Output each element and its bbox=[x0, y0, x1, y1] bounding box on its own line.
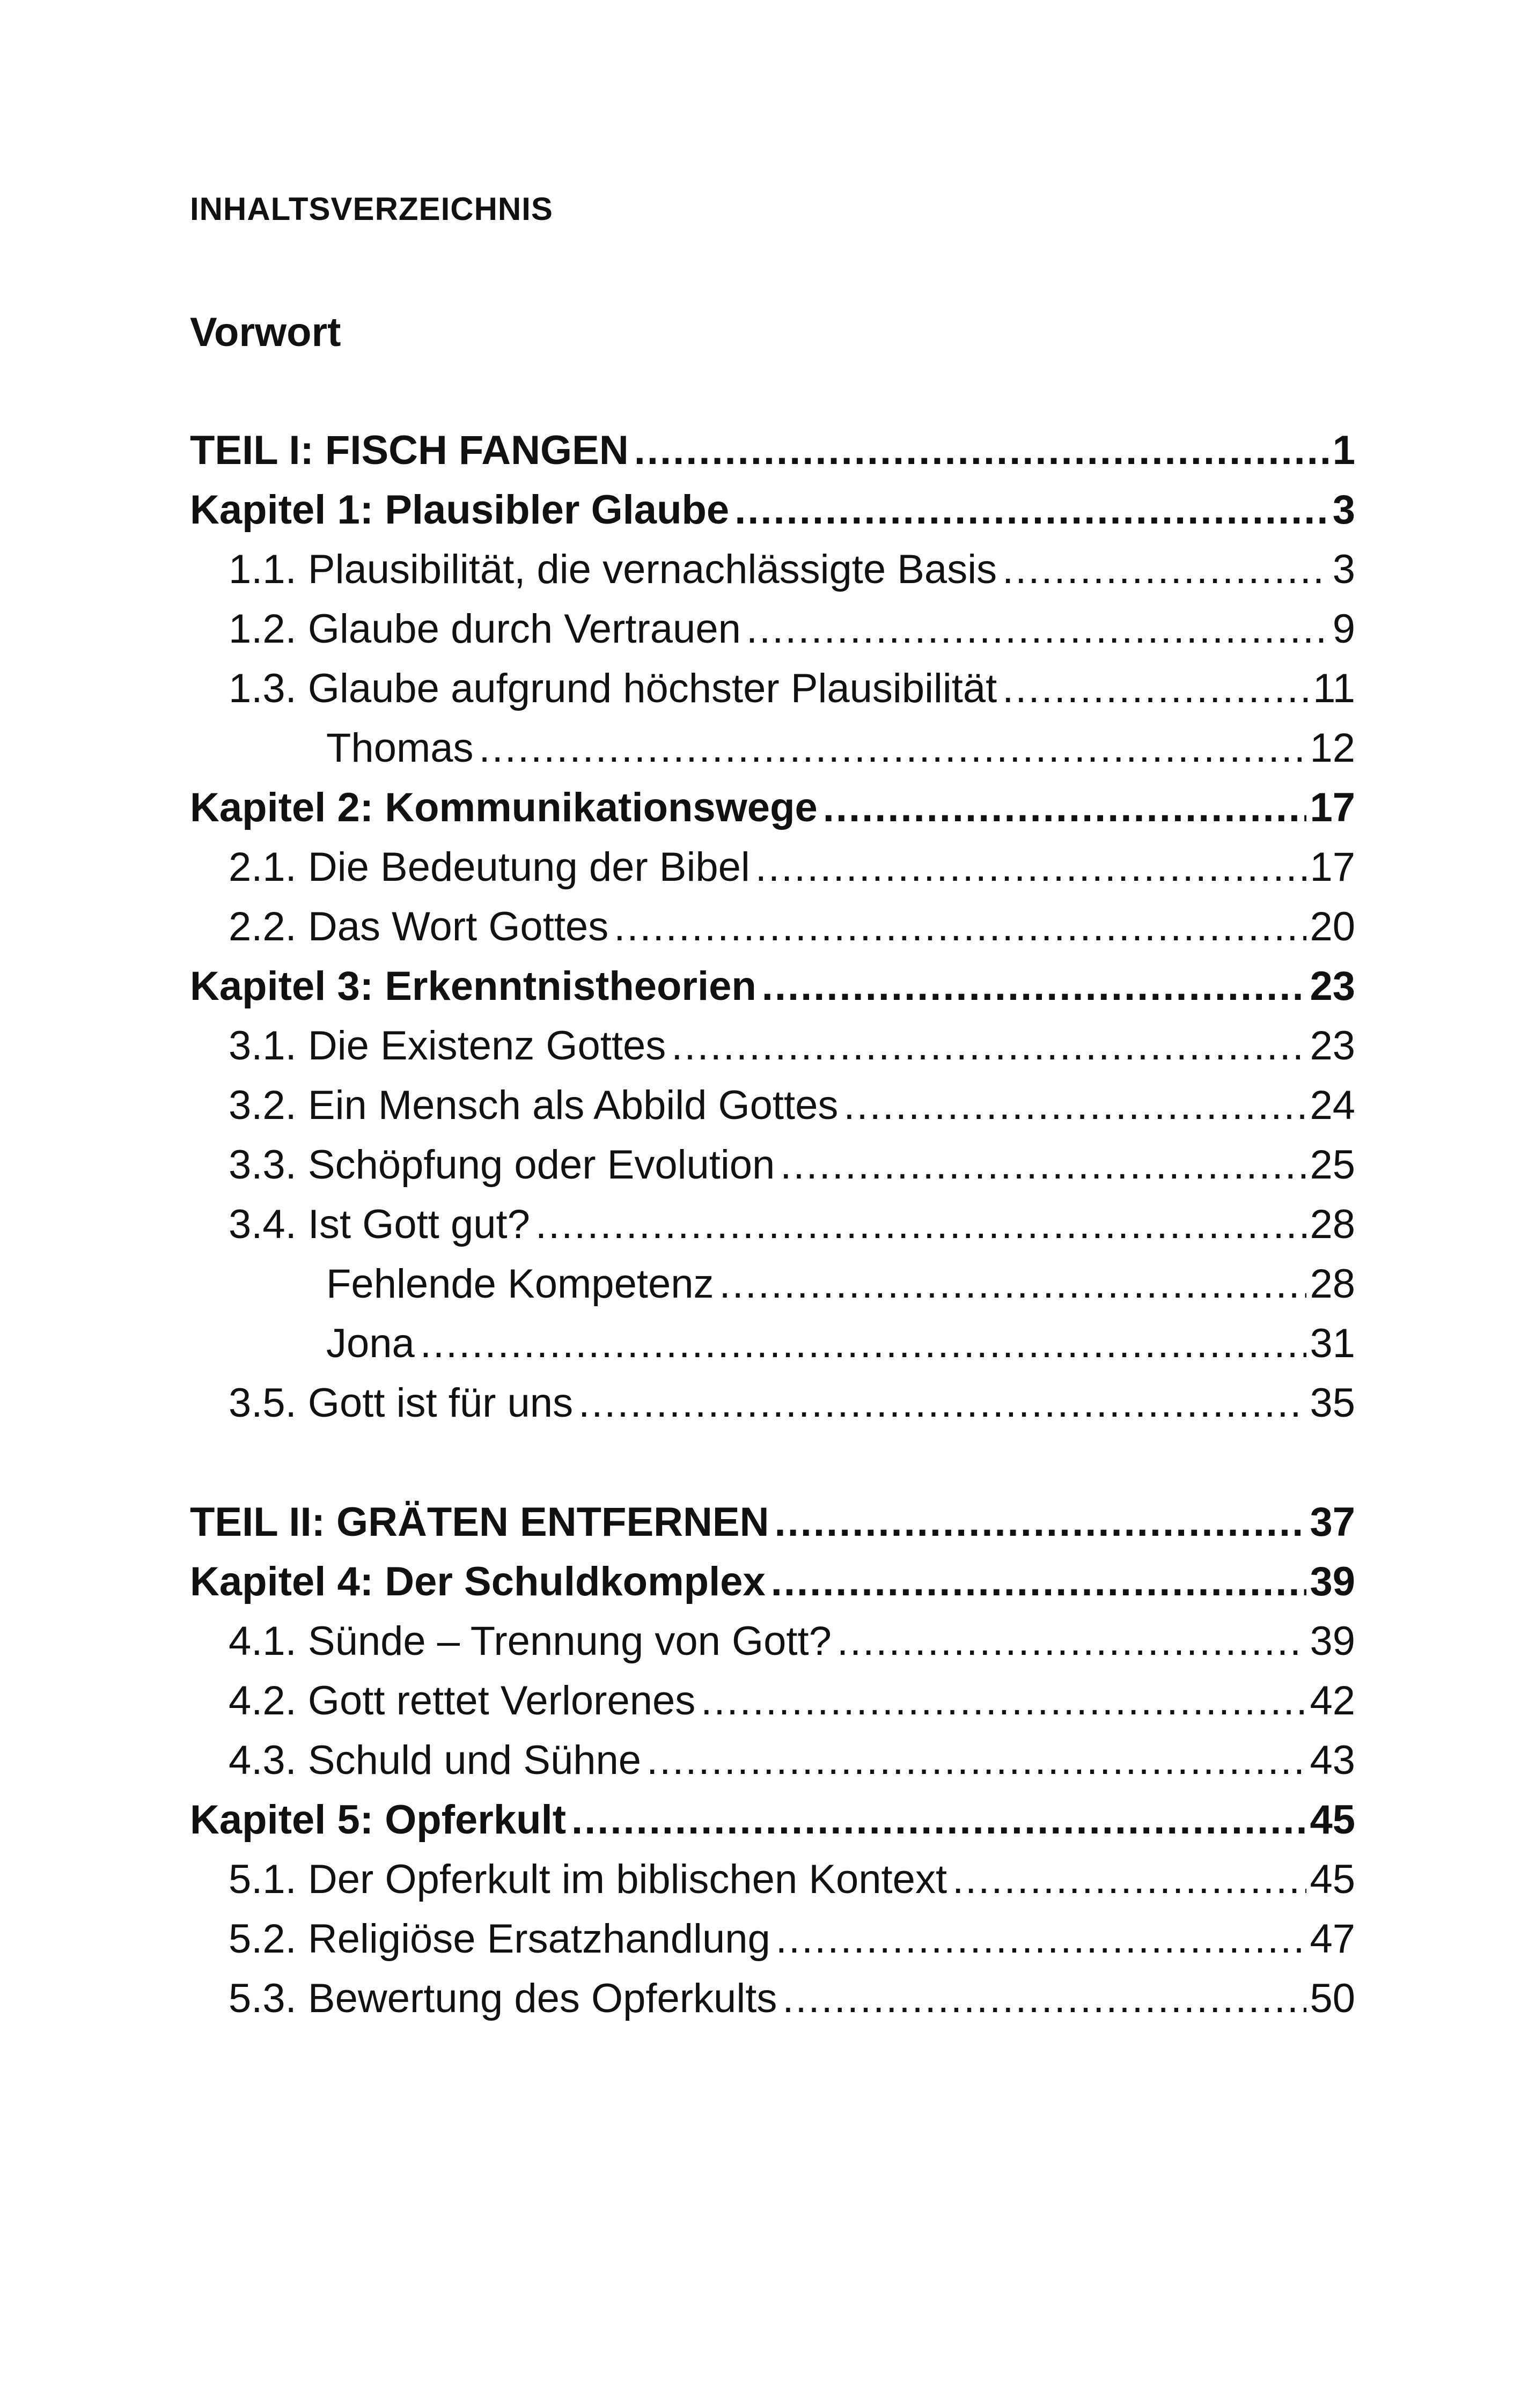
toc-entry-label: 3.3. Schöpfung oder Evolution bbox=[229, 1142, 775, 1188]
toc-entry-label: Jona bbox=[326, 1321, 415, 1366]
toc-page-number: 45 bbox=[1310, 1857, 1355, 1902]
toc-page-number: 1 bbox=[1332, 428, 1355, 473]
toc-entry-label: 2.2. Das Wort Gottes bbox=[229, 904, 609, 949]
toc-entry-sub[interactable] bbox=[190, 1969, 1355, 2028]
toc-entry-sub[interactable] bbox=[190, 1730, 1355, 1790]
dot-leader bbox=[671, 1016, 1306, 1076]
dot-leader bbox=[578, 1373, 1306, 1433]
dot-leader bbox=[755, 837, 1307, 897]
toc-page-number: 3 bbox=[1332, 547, 1355, 592]
toc-entry-label: 3.4. Ist Gott gut? bbox=[229, 1202, 530, 1247]
toc-entry-label: 3.1. Die Existenz Gottes bbox=[229, 1023, 666, 1069]
toc-entry-sub[interactable] bbox=[190, 1195, 1355, 1254]
toc-entry-sub[interactable] bbox=[190, 1909, 1355, 1969]
dot-leader bbox=[646, 1730, 1306, 1790]
toc-page-number: 50 bbox=[1310, 1976, 1355, 2021]
toc-entry-main[interactable] bbox=[190, 1492, 1355, 1552]
dot-leader bbox=[823, 778, 1307, 837]
toc-entry-subsub[interactable] bbox=[190, 718, 1355, 778]
toc-entry-label: Kapitel 4: Der Schuldkomplex bbox=[190, 1559, 766, 1604]
dot-leader bbox=[843, 1076, 1306, 1135]
toc-entry-label: TEIL II: GRÄTEN ENTFERNEN bbox=[190, 1499, 769, 1545]
dot-leader bbox=[535, 1195, 1307, 1254]
toc-entry-label: 1.3. Glaube aufgrund höchster Plausibilität bbox=[229, 666, 997, 711]
toc-entry-sub[interactable] bbox=[190, 1611, 1355, 1671]
toc-entry-main[interactable] bbox=[190, 778, 1355, 837]
toc-entry-sub[interactable] bbox=[190, 1016, 1355, 1076]
toc-entry-label: 5.1. Der Opferkult im biblischen Kontext bbox=[229, 1857, 947, 1902]
toc-page-number: 35 bbox=[1310, 1380, 1355, 1426]
dot-leader bbox=[837, 1611, 1307, 1671]
toc-entry-sub[interactable] bbox=[190, 1135, 1355, 1195]
toc-entry-label: Kapitel 3: Erkenntnistheorien bbox=[190, 963, 756, 1009]
toc-entry-sub[interactable] bbox=[190, 897, 1355, 956]
dot-leader bbox=[746, 599, 1329, 659]
toc-page-number: 39 bbox=[1310, 1559, 1355, 1604]
toc-entry-subsub[interactable] bbox=[190, 1254, 1355, 1314]
dot-leader bbox=[634, 421, 1329, 480]
dot-leader bbox=[479, 718, 1307, 778]
toc-page-number: 25 bbox=[1310, 1142, 1355, 1188]
toc-page-number: 9 bbox=[1332, 606, 1355, 652]
toc-entry-label: 4.1. Sünde – Trennung von Gott? bbox=[229, 1618, 832, 1664]
dot-leader bbox=[780, 1135, 1306, 1195]
toc-entry-main[interactable] bbox=[190, 421, 1355, 480]
toc-page-number: 20 bbox=[1310, 904, 1355, 949]
toc-page-number: 17 bbox=[1310, 785, 1355, 830]
toc-page-number: 24 bbox=[1310, 1083, 1355, 1128]
toc-entry-sub[interactable] bbox=[190, 1671, 1355, 1730]
toc-entry-sub[interactable] bbox=[190, 837, 1355, 897]
toc-page-number: 37 bbox=[1310, 1499, 1355, 1545]
dot-leader bbox=[719, 1254, 1306, 1314]
toc-entry-sub[interactable] bbox=[190, 1850, 1355, 1909]
toc-entry-label: TEIL I: FISCH FANGEN bbox=[190, 428, 629, 473]
dot-leader bbox=[701, 1671, 1306, 1730]
dot-leader bbox=[734, 480, 1329, 540]
toc-entry-label: 2.1. Die Bedeutung der Bibel bbox=[229, 844, 750, 890]
toc-entry-label: Kapitel 2: Kommunikationswege bbox=[190, 785, 818, 830]
toc-page-number: 23 bbox=[1310, 963, 1355, 1009]
dot-leader bbox=[614, 897, 1306, 956]
section-gap bbox=[190, 1433, 1355, 1492]
toc-entry-label: 4.2. Gott rettet Verlorenes bbox=[229, 1678, 696, 1724]
toc-page-number: 45 bbox=[1310, 1797, 1355, 1843]
table-of-contents bbox=[190, 421, 1355, 2028]
toc-entry-label: Kapitel 1: Plausibler Glaube bbox=[190, 487, 730, 533]
toc-page-number: 39 bbox=[1310, 1618, 1355, 1664]
toc-entry-sub[interactable] bbox=[190, 1373, 1355, 1433]
toc-entry-label: Thomas bbox=[326, 725, 474, 771]
toc-entry-main[interactable] bbox=[190, 956, 1355, 1016]
vorwort-entry[interactable]: Vorwort bbox=[190, 310, 341, 355]
toc-entry-label: Fehlende Kompetenz bbox=[326, 1261, 714, 1307]
heading-text: INHALTSVERZEICHNIS bbox=[190, 191, 553, 227]
dot-leader bbox=[782, 1969, 1306, 2028]
toc-entry-label: 1.1. Plausibilität, die vernachlässigte Basis bbox=[229, 547, 997, 592]
dot-leader bbox=[1002, 540, 1329, 599]
toc-page-number: 47 bbox=[1310, 1916, 1355, 1962]
toc-page-number: 23 bbox=[1310, 1023, 1355, 1069]
toc-entry-sub[interactable] bbox=[190, 659, 1355, 718]
toc-entry-main[interactable] bbox=[190, 1790, 1355, 1850]
toc-page-number: 12 bbox=[1310, 725, 1355, 771]
toc-entry-subsub[interactable] bbox=[190, 1314, 1355, 1373]
dot-leader bbox=[420, 1314, 1307, 1373]
toc-page-number: 17 bbox=[1310, 844, 1355, 890]
toc-page-number: 31 bbox=[1310, 1321, 1355, 1366]
dot-leader bbox=[775, 1492, 1307, 1552]
toc-entry-label: 5.2. Religiöse Ersatzhandlung bbox=[229, 1916, 770, 1962]
dot-leader bbox=[776, 1909, 1307, 1969]
toc-entry-sub[interactable] bbox=[190, 599, 1355, 659]
toc-entry-main[interactable] bbox=[190, 480, 1355, 540]
toc-entry-sub[interactable] bbox=[190, 1076, 1355, 1135]
dot-leader bbox=[762, 956, 1307, 1016]
toc-page-number: 11 bbox=[1313, 666, 1355, 711]
toc-entry-label: 3.2. Ein Mensch als Abbild Gottes bbox=[229, 1083, 839, 1128]
dot-leader bbox=[1002, 659, 1310, 718]
toc-entry-main[interactable] bbox=[190, 1552, 1355, 1611]
toc-page-number: 43 bbox=[1310, 1737, 1355, 1783]
toc-entry-label: 3.5. Gott ist für uns bbox=[229, 1380, 574, 1426]
toc-entry-label: 1.2. Glaube durch Vertrauen bbox=[229, 606, 741, 652]
dot-leader bbox=[952, 1850, 1306, 1909]
toc-page-number: 3 bbox=[1332, 487, 1355, 533]
toc-entry-label: 4.3. Schuld und Sühne bbox=[229, 1737, 642, 1783]
toc-page-number: 28 bbox=[1310, 1261, 1355, 1307]
page-title bbox=[190, 193, 1355, 225]
dot-leader bbox=[571, 1790, 1306, 1850]
dot-leader bbox=[771, 1552, 1307, 1611]
toc-page-number: 42 bbox=[1310, 1678, 1355, 1724]
toc-page bbox=[190, 193, 1355, 2028]
toc-page-number: 28 bbox=[1310, 1202, 1355, 1247]
toc-entry-label: 5.3. Bewertung des Opferkults bbox=[229, 1976, 777, 2021]
toc-entry-sub[interactable] bbox=[190, 540, 1355, 599]
toc-entry-label: Kapitel 5: Opferkult bbox=[190, 1797, 566, 1843]
